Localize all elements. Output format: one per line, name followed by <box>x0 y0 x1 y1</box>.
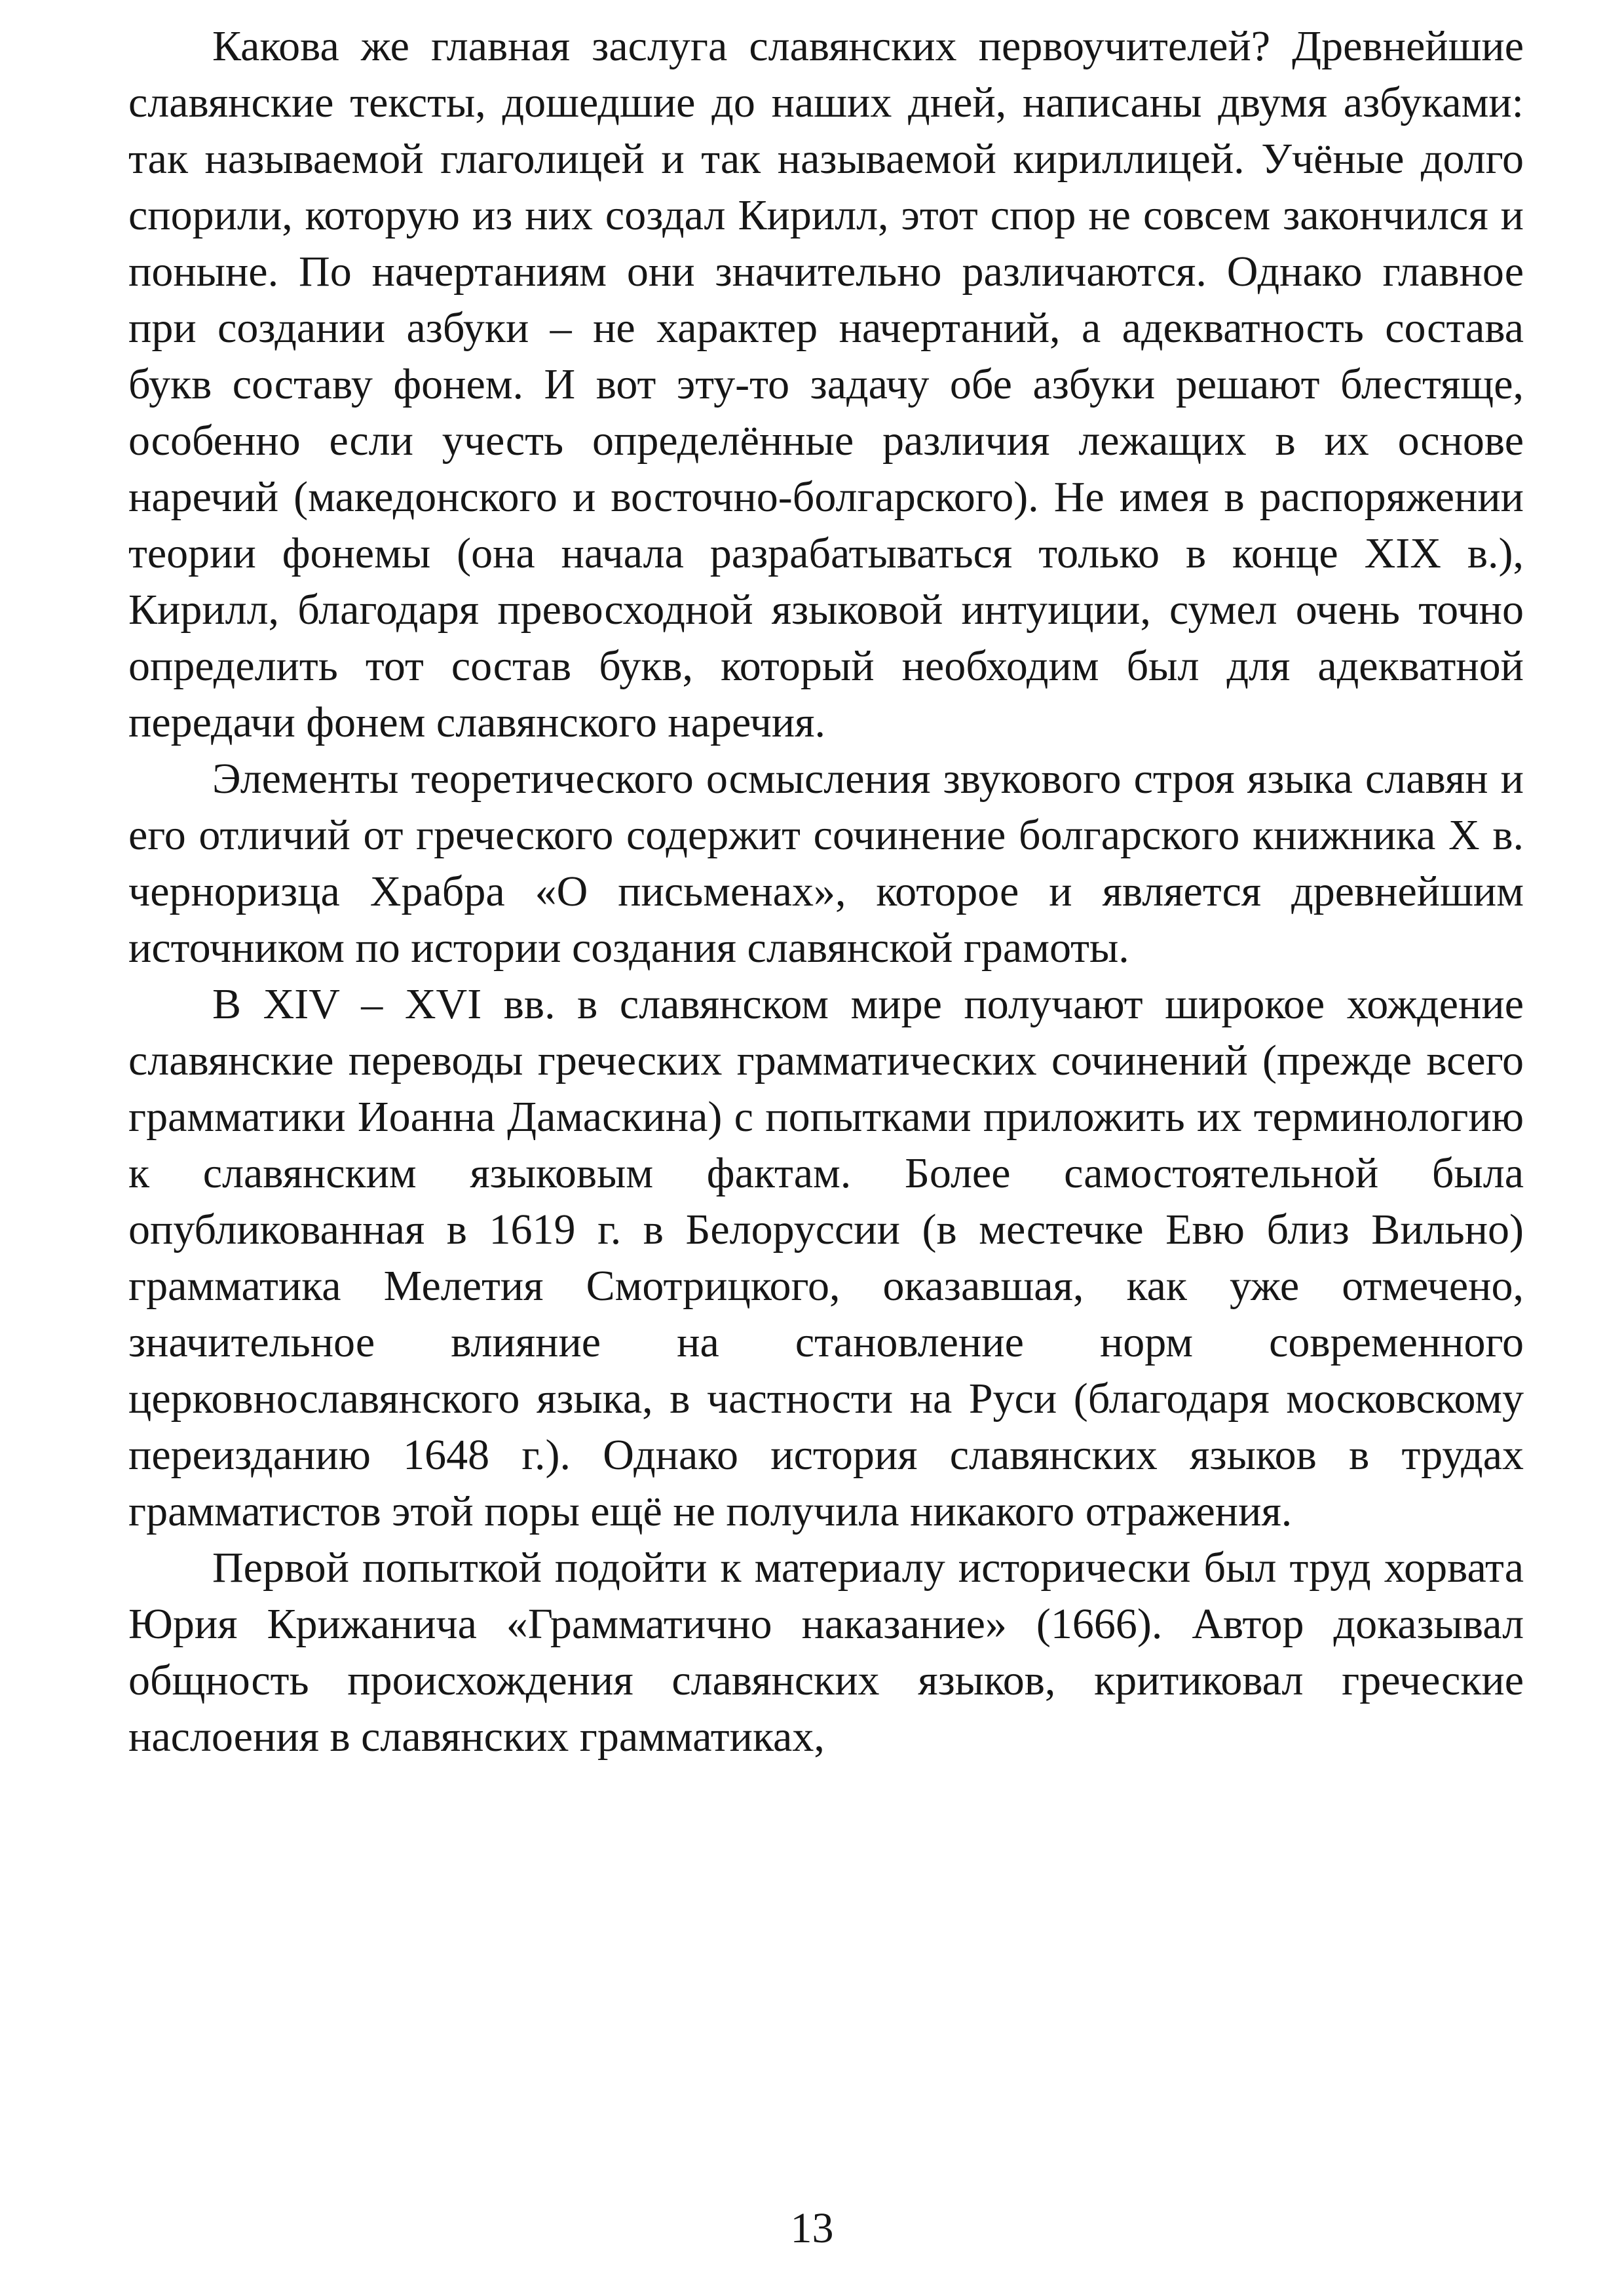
paragraph-1: Какова же главная заслуга славянских первоучителей? Древнейшие славянские тексты, дошедшие до наших дней, написаны двумя азбуками: так называемой глаголицей и так называемой кириллицей. Учёные долго спорили, которую из них создал Кирилл, этот спор не совсем закончился и поныне. По начертаниям они значительно различаются. Однако главное при создании азбуки – не характер начертаний, а адекватность состава букв составу фонем. И вот эту-то задачу обе азбуки решают блестяще, особенно если учесть определённые различия лежащих в их основе наречий (македонского и восточно-болгарского). Не имея в распоряжении теории фонемы (она начала разрабатываться только в конце XIX в.), Кирилл, благодаря превосходной языковой интуиции, сумел очень точно определить тот состав букв, который необходим был для адекватной передачи фонем славянского наречия. <box>128 22 1524 746</box>
body-text <box>128 18 1524 1765</box>
paragraph-3: В XIV – XVI вв. в славянском мире получают широкое хождение славянские переводы греческих грамматических сочинений (прежде всего грамматики Иоанна Дамаскина) с попытками приложить их терминологию к славянским языковым фактам. Более самостоятельной была опубликованная в 1619 г. в Белоруссии (в местечке Евю близ Вильно) грамматика Мелетия Смотрицкого, оказавшая, как уже отмечено, значительное влияние на становление норм современного церковнославянского языка, в частности на Руси (благодаря московскому переизданию 1648 г.). Однако история славянских языков в трудах грамматистов этой поры ещё не получила никакого отражения. <box>128 980 1524 1535</box>
paragraph-2: Элементы теоретического осмысления звукового строя языка славян и его отличий от греческого содержит сочинение болгарского книжника X в. черноризца Храбра «О письменах», которое и является древнейшим источником по истории создания славянской грамоты. <box>128 755 1524 972</box>
paragraph-4: Первой попыткой подойти к материалу исторически был труд хорвата Юрия Крижанича «Грамматично наказание» (1666). Автор доказывал общность происхождения славянских языков, критиковал греческие наслоения в славянских грамматиках, <box>128 1544 1524 1761</box>
page-number: 13 <box>790 2204 834 2252</box>
